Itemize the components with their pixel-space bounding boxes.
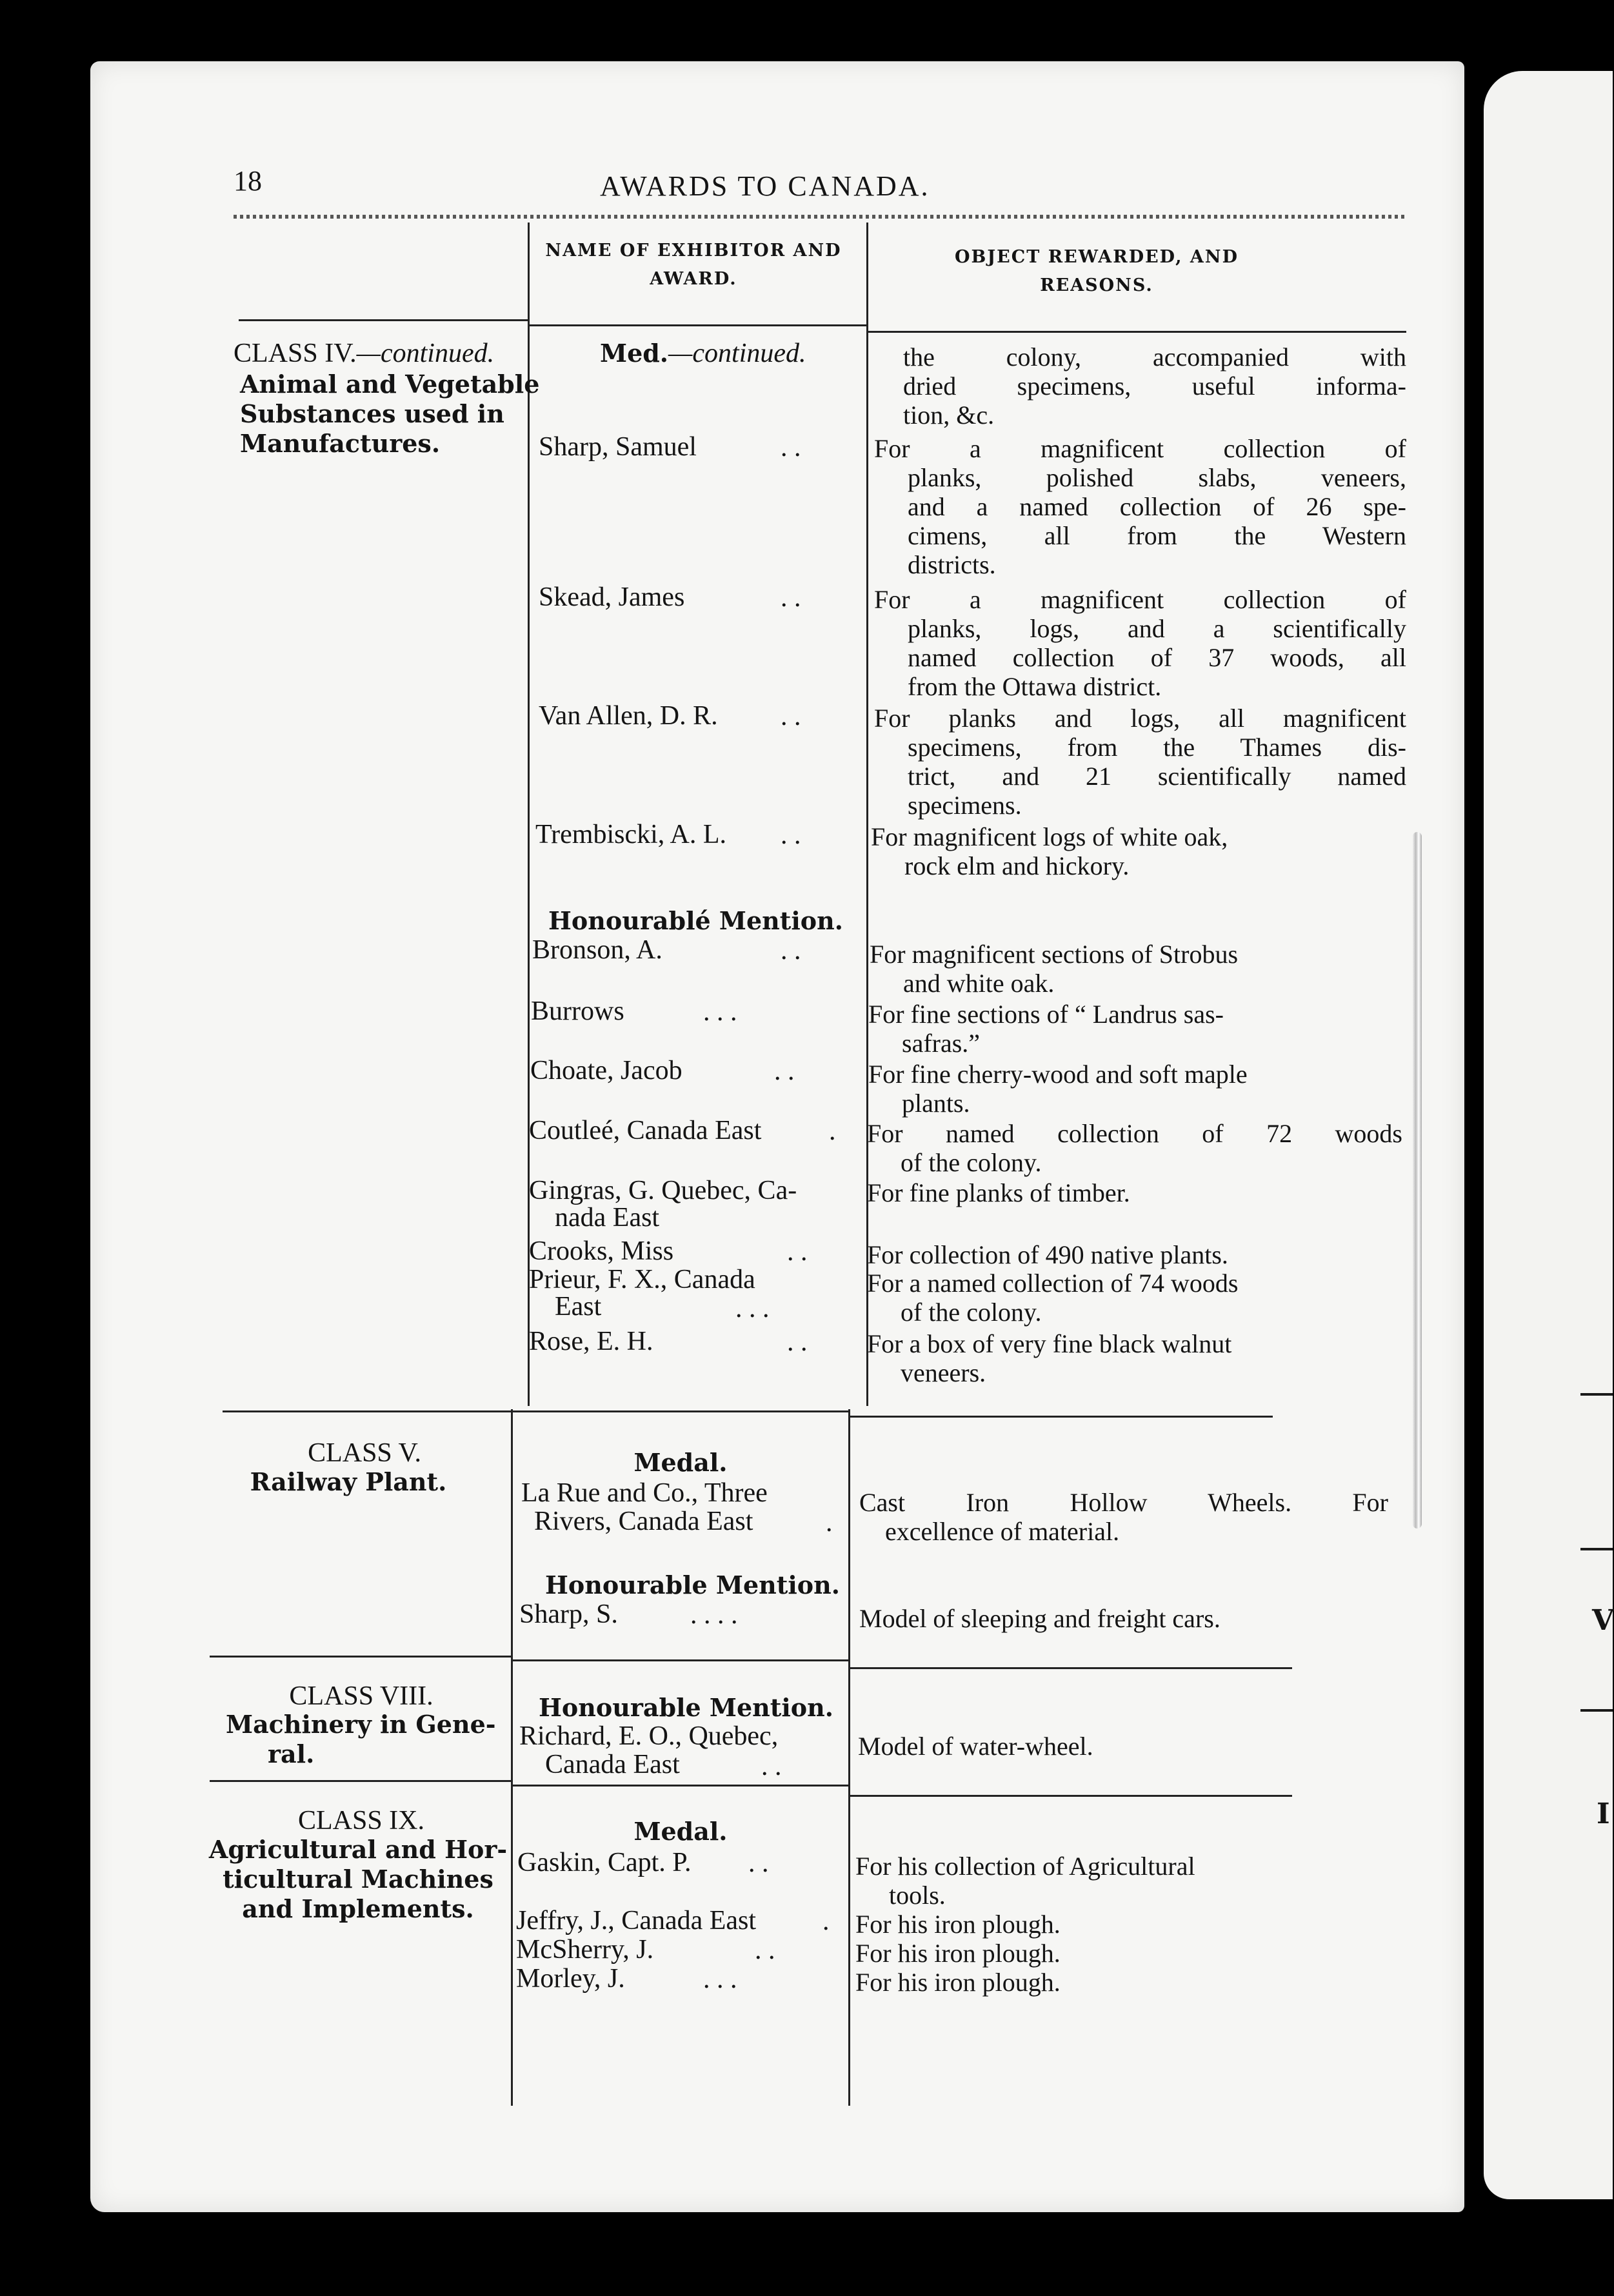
dot-leader: .: [822, 1906, 830, 1936]
row-rule: [223, 1410, 513, 1412]
exhibitor-name: Crooks, Miss: [529, 1236, 674, 1266]
dot-leader: . .: [755, 1935, 775, 1965]
exhibitor-name: Gaskin, Capt. P.: [517, 1848, 692, 1877]
dot-leader: . .: [781, 433, 801, 462]
honourable-mention-label: Honourablé Mention.: [548, 906, 843, 935]
exhibitor-name: Rose, E. H.: [529, 1327, 653, 1356]
object-reason: For a box of very fine black walnut veneers.: [867, 1329, 1232, 1387]
class-iv-intro-object: the colony, accompanied with dried specimens, useful informa- tion, &c.: [903, 342, 1406, 430]
class-iv-title: CLASS IV.—continued.: [234, 339, 495, 368]
dot-leader: . .: [787, 1327, 808, 1357]
page-number: 18: [234, 165, 262, 197]
object-reason: For his iron plough.: [855, 1910, 1061, 1939]
row-rule: [239, 319, 529, 321]
object-reason: For his collection of Agricultural tools.: [855, 1852, 1195, 1910]
dot-leader: . . .: [735, 1294, 770, 1323]
medal-label: Medal.: [633, 1817, 728, 1846]
exhibitor-name: Sharp, Samuel: [539, 432, 697, 462]
exhibitor-name: Morley, J.: [516, 1964, 625, 1994]
exhibitor-name: Van Allen, D. R.: [539, 701, 718, 731]
class-viii-title: CLASS VIII.: [289, 1681, 433, 1711]
column-rule-right-1: [866, 223, 868, 1406]
dot-leader: .: [826, 1508, 833, 1538]
dot-leader: . .: [787, 1237, 808, 1267]
row-rule: [513, 1659, 848, 1661]
book-page: [90, 61, 1464, 2212]
dot-leader: . . .: [703, 1964, 737, 1994]
object-reason: For magnificent sections of Strobus and white oak.: [870, 940, 1239, 998]
object-reason: For his iron plough.: [855, 1968, 1061, 1997]
row-rule: [850, 1416, 1273, 1418]
dot-leader: . .: [761, 1752, 782, 1781]
exhibitor-name: La Rue and Co., Three Rivers, Canada East: [521, 1478, 768, 1536]
dot-leader: . .: [781, 702, 801, 731]
dot-leader: . .: [781, 583, 801, 613]
row-rule: [529, 324, 868, 326]
class-v-title: CLASS V.: [308, 1438, 421, 1468]
object-reason: For magnificent logs of white oak, rock elm and hickory.: [871, 822, 1228, 880]
right-page-fragment-v: V: [1592, 1604, 1614, 1637]
object-reason: For a magnificent collection of planks, logs, and a scientifically named collection of 37 woods, all from the Ottawa district.: [874, 585, 1406, 701]
class-iv-description: Animal and Vegetable Substances used in Manufactures.: [240, 370, 540, 458]
row-rule: [210, 1780, 513, 1782]
exhibitor-name: Choate, Jacob: [530, 1056, 682, 1085]
object-reason: For a magnificent collection of planks, polished slabs, veneers, and a named collection of 26 spe- cimens, all from the Western districts.: [874, 434, 1406, 579]
exhibitor-name: McSherry, J.: [516, 1935, 654, 1964]
honourable-mention-label: Honourable Mention.: [545, 1570, 840, 1599]
object-reason: For planks and logs, all magnificent specimens, from the Thames dis- trict, and 21 scientifically named specimens.: [874, 704, 1406, 820]
object-reason: For a named collection of 74 woods of the colony.: [867, 1269, 1239, 1327]
dot-leader: . .: [781, 820, 801, 850]
exhibitor-name: Burrows: [531, 996, 624, 1026]
exhibitor-name: Coutleé, Canada East: [529, 1116, 762, 1145]
exhibitor-name: Gingras, G. Quebec, Ca- nada East: [529, 1176, 797, 1232]
column-rule-right-2: [848, 1409, 850, 2106]
column-rule-left-2: [511, 1409, 513, 2106]
class-ix-description: Agricultural and Hor- ticultural Machines and Implements.: [208, 1835, 508, 1923]
object-reason: For fine cherry-wood and soft maple plants.: [868, 1060, 1248, 1118]
header-rule: [234, 215, 1408, 219]
binding-thread: [1413, 832, 1422, 1529]
class-iv-medal-label: Med.—continued.: [600, 339, 806, 368]
exhibitor-name: Bronson, A.: [532, 935, 663, 965]
dot-leader: . . .: [703, 997, 737, 1027]
object-reason: For named collection of 72 woods of the colony.: [867, 1119, 1402, 1177]
class-v-description: Railway Plant.: [250, 1467, 447, 1496]
dot-leader: . .: [781, 936, 801, 965]
row-rule: [513, 1785, 848, 1786]
object-reason: Cast Iron Hollow Wheels. For excellence of material.: [859, 1488, 1388, 1546]
object-reason: Model of water-wheel.: [858, 1732, 1093, 1761]
right-page-fragment-i: I: [1597, 1797, 1610, 1830]
row-rule: [868, 331, 1406, 333]
object-reason: For his iron plough.: [855, 1939, 1061, 1968]
medal-label: Medal.: [633, 1448, 728, 1477]
exhibitor-name: Jeffry, J., Canada East: [516, 1906, 757, 1935]
object-reason: For collection of 490 native plants.: [867, 1240, 1228, 1269]
exhibitor-name: Richard, E. O., Quebec, Canada East: [519, 1721, 779, 1779]
row-rule: [850, 1795, 1292, 1797]
dot-leader: . .: [748, 1848, 769, 1878]
class-ix-title: CLASS IX.: [297, 1806, 425, 1836]
object-reason: For fine planks of timber.: [867, 1178, 1130, 1207]
object-reason: For fine sections of “ Landrus sas- safras.”: [868, 1000, 1224, 1058]
dot-leader: . . . .: [690, 1600, 738, 1630]
dot-leader: . .: [774, 1056, 795, 1086]
exhibitor-name: Skead, James: [539, 582, 685, 612]
row-rule: [850, 1667, 1292, 1669]
dot-leader: .: [829, 1116, 836, 1146]
exhibitor-name: Prieur, F. X., Canada East: [529, 1265, 755, 1321]
column-header-object: OBJECT REWARDED, AND REASONS.: [955, 247, 1239, 295]
adjacent-page-edge: [1484, 71, 1613, 2199]
page-title: AWARDS TO CANADA.: [600, 170, 930, 202]
row-rule: [511, 1410, 850, 1412]
class-viii-description: Machinery in Gene- ral.: [226, 1710, 496, 1768]
exhibitor-name: Trembiscki, A. L.: [535, 820, 726, 849]
column-header-name: NAME OF EXHIBITOR AND AWARD.: [545, 241, 842, 289]
exhibitor-name: Sharp, S.: [519, 1599, 618, 1629]
honourable-mention-label: Honourable Mention.: [539, 1693, 833, 1722]
object-reason: Model of sleeping and freight cars.: [859, 1604, 1220, 1633]
row-rule: [210, 1656, 513, 1658]
